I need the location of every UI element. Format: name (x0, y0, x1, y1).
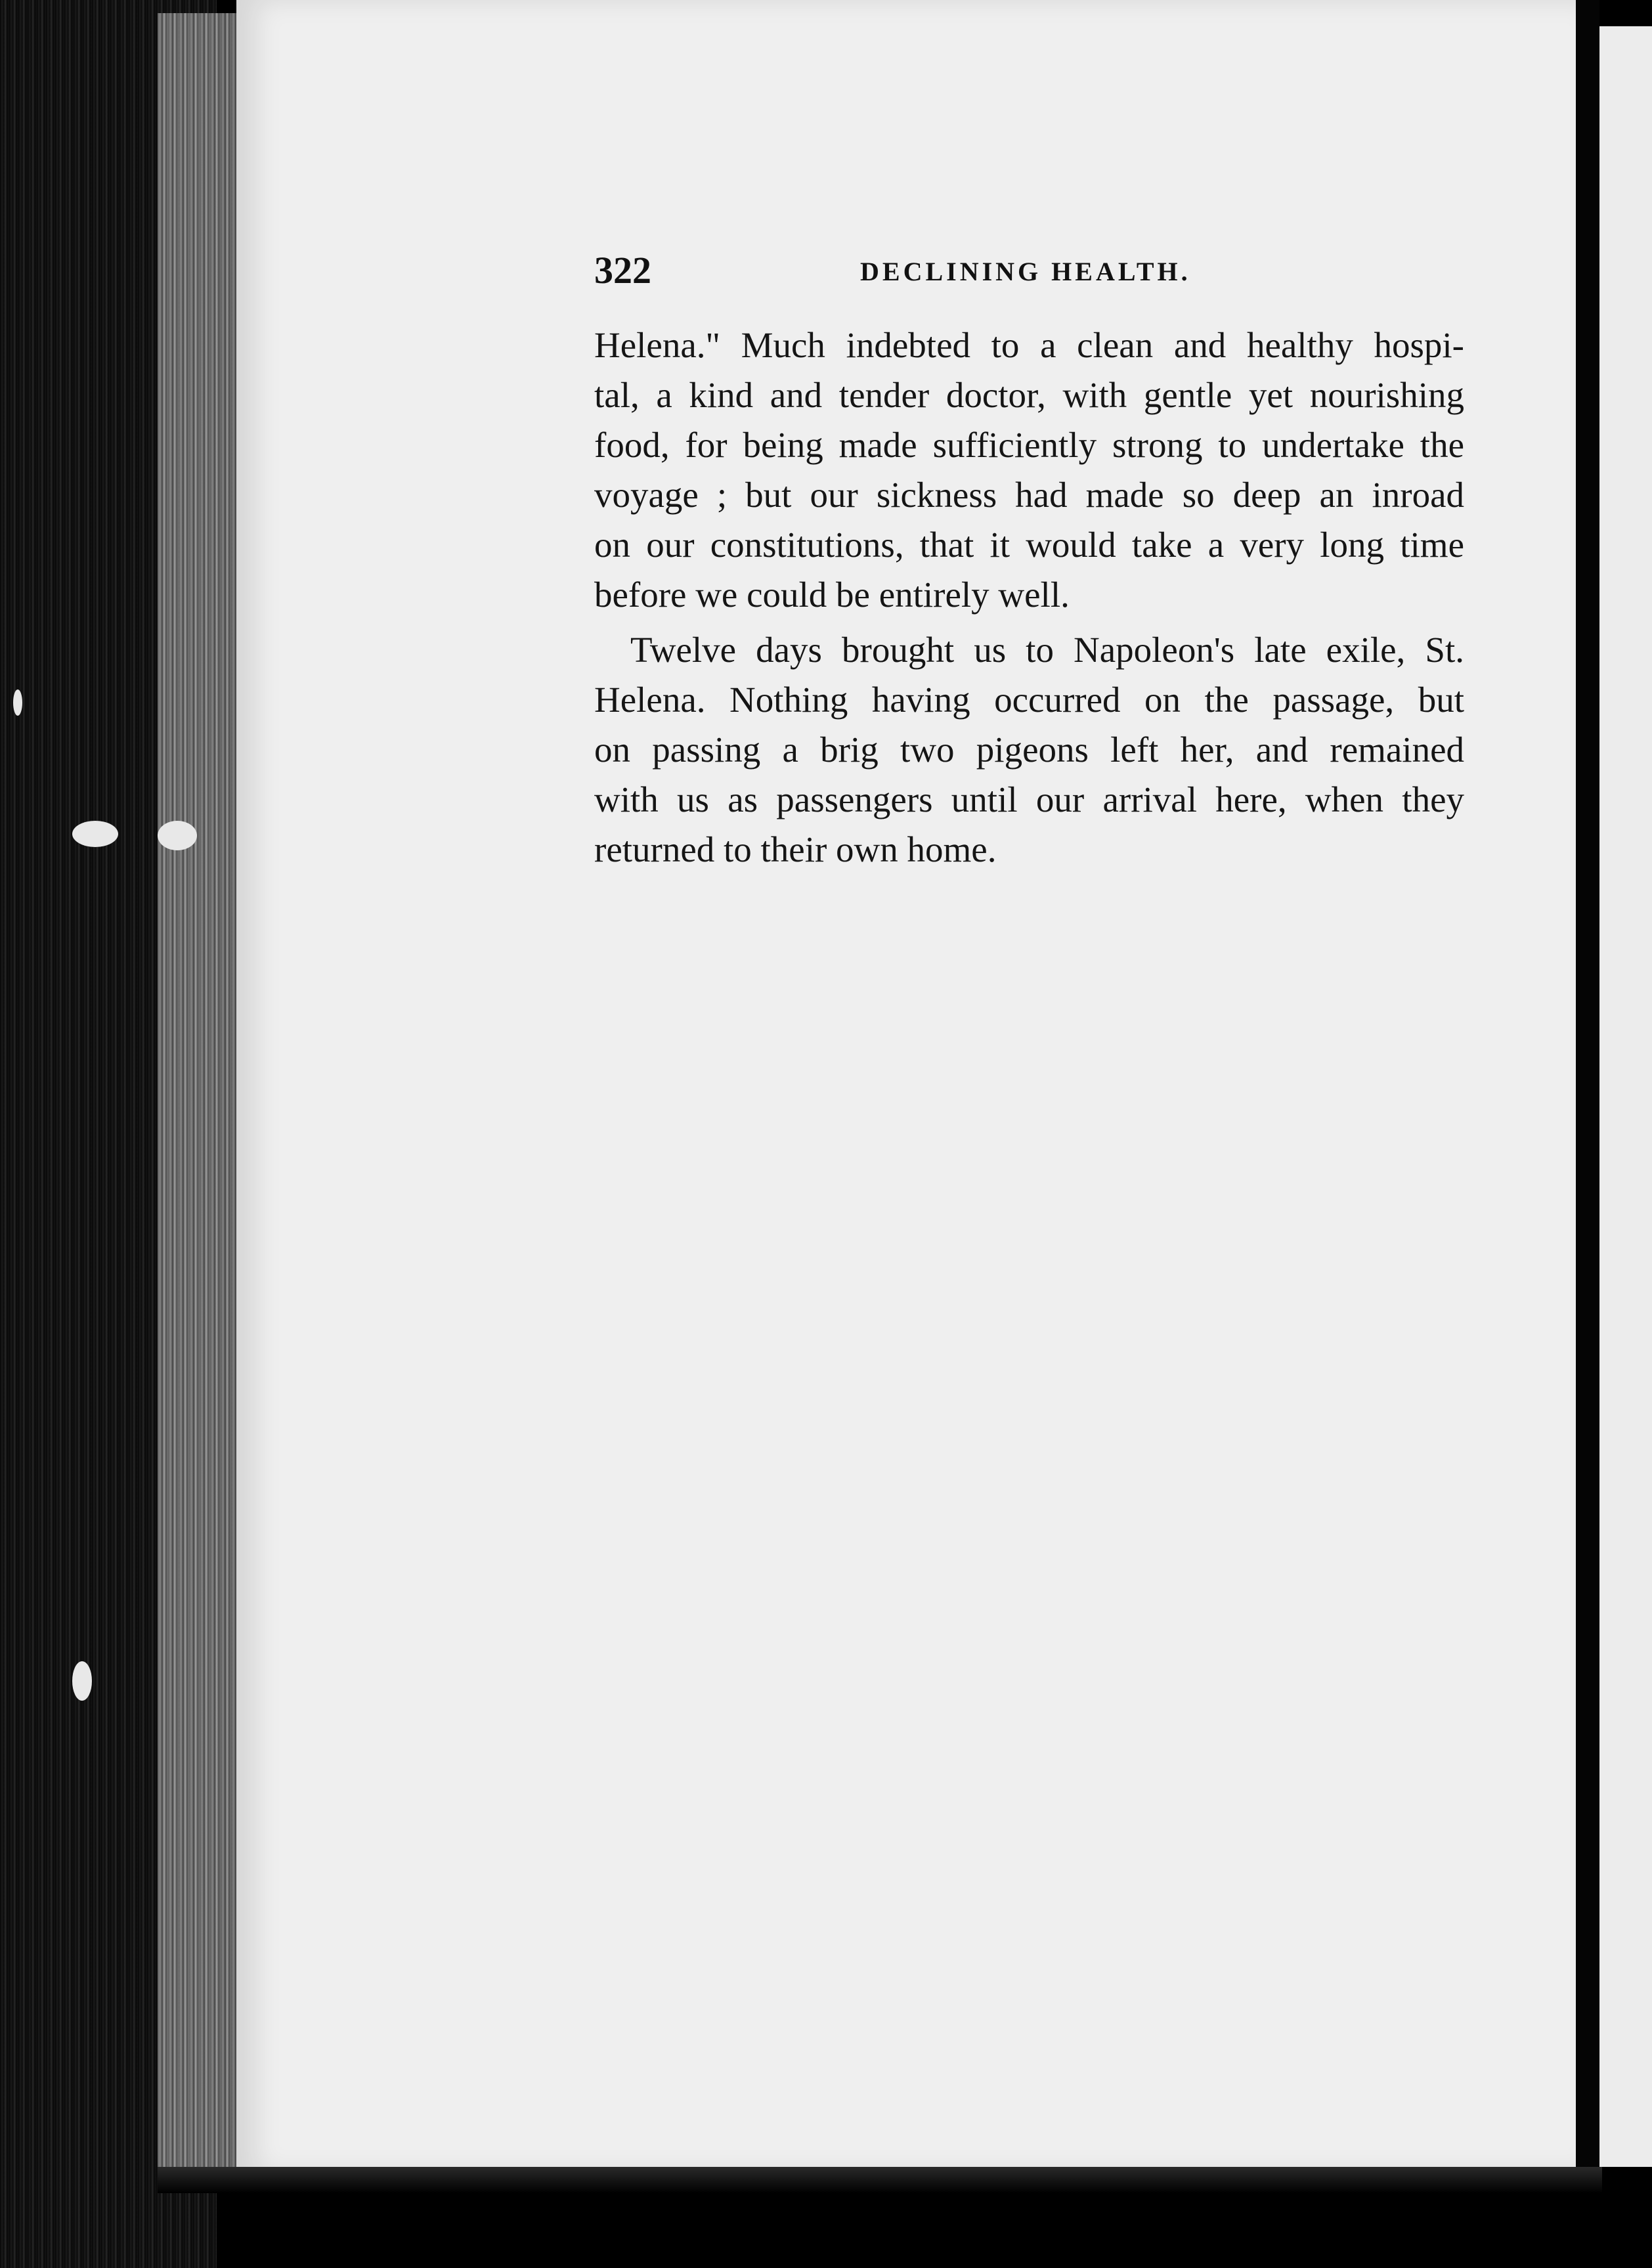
running-head: DECLINING HEALTH. (860, 257, 1191, 286)
right-gutter (1576, 0, 1599, 2187)
facing-page-edge (1599, 26, 1652, 2167)
text-line: returned to their own home. (594, 829, 997, 869)
bottom-edge (158, 2167, 1602, 2193)
paragraph (594, 625, 1464, 875)
text-line: on passing a brig two pigeons left her, and remained (594, 730, 1464, 770)
smudge (13, 689, 22, 716)
text-line: on our constitutions, that it would take a very long time (594, 525, 1464, 565)
text-line: before we could be entirely well. (594, 575, 1070, 615)
smudge (72, 1661, 92, 1701)
text-line: with us as passengers until our arrival here, when they (594, 779, 1464, 819)
page-number: 322 (594, 249, 651, 292)
page-edges (158, 13, 250, 2180)
page-header (594, 248, 1464, 294)
smudge (158, 821, 197, 850)
text-line: food, for being made sufficiently strong to undertake the (594, 425, 1464, 465)
smudge (72, 821, 118, 847)
text-line: Helena. Nothing having occurred on the passage, but (594, 680, 1464, 720)
text-line: Helena." Much indebted to a clean and healthy hospi- (594, 325, 1464, 365)
text-line: Twelve days brought us to Napoleon's late exile, St. (630, 630, 1464, 670)
paragraph (594, 320, 1464, 620)
body-text (594, 320, 1464, 875)
text-line: tal, a kind and tender doctor, with gentle yet nourishing (594, 375, 1464, 415)
text-line: voyage ; but our sickness had made so deep an inroad (594, 475, 1464, 515)
